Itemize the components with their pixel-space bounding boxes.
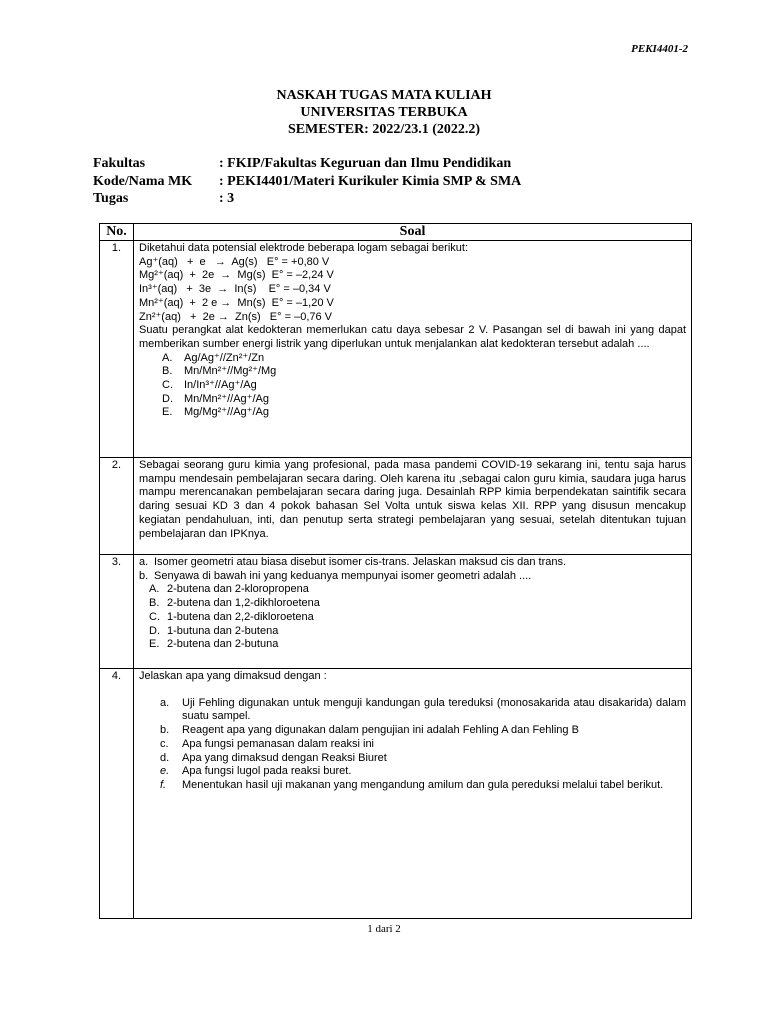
item-text: Reagent apa yang digunakan dalam pengujian ini adalah Fehling A dan Fehling B <box>182 724 579 737</box>
item-letter: e. <box>160 765 170 778</box>
option-letter: B. <box>149 597 160 610</box>
option-letter: C. <box>162 379 173 392</box>
q1-options <box>139 352 686 421</box>
list-item <box>162 393 686 407</box>
q1-reaction: Zn²⁺(aq) + 2e → Zn(s) E° = –0,76 V <box>139 310 332 323</box>
part-letter: b. <box>139 569 149 582</box>
meta-row-kode <box>93 173 521 191</box>
meta-value: : FKIP/Fakultas Keguruan dan Ilmu Pendidikan <box>219 156 512 171</box>
table-row <box>100 555 692 669</box>
list-item <box>149 597 686 611</box>
course-meta <box>93 155 521 208</box>
document-title <box>0 87 768 138</box>
option-text: Mn/Mn²⁺//Mg²⁺/Mg <box>184 365 277 378</box>
item-letter: f. <box>160 778 167 791</box>
q3-options <box>139 583 686 652</box>
option-text: 2-butena dan 2-butuna <box>167 638 279 651</box>
option-text: 1-butuna dan 2-butena <box>167 624 279 637</box>
item-letter: c. <box>160 737 169 750</box>
option-text: Ag/Ag⁺//Zn²⁺/Zn <box>184 351 265 364</box>
option-letter: C. <box>149 610 160 623</box>
part-text: Senyawa di bawah ini yang keduanya mempunyai isomer geometri adalah .... <box>154 569 532 582</box>
header-no: No. <box>100 224 134 241</box>
option-letter: A. <box>162 351 173 364</box>
option-letter: A. <box>149 583 160 596</box>
question-number: 2. <box>100 458 134 555</box>
list-item <box>160 697 686 724</box>
option-text: 2-butena dan 2-kloropropena <box>167 583 309 596</box>
table-row <box>100 669 692 919</box>
question-3-body <box>134 555 692 669</box>
list-item <box>149 583 686 597</box>
list-item <box>162 406 686 420</box>
item-letter: b. <box>160 724 170 737</box>
meta-row-fakultas <box>93 155 521 173</box>
question-number: 4. <box>100 669 134 919</box>
option-letter: D. <box>162 392 173 405</box>
list-item <box>162 379 686 393</box>
q1-question: Suatu perangkat alat kedokteran memerlukan catu daya sebesar 2 V. Pasangan sel di bawah ini yang dapat memberikan sumber energi listrik yang diperlukan untuk menjalankan alat kedokteran tersebut adalah .... <box>139 324 686 350</box>
q4-items <box>139 697 686 793</box>
question-4-body <box>134 669 692 919</box>
q4-intro: Jelaskan apa yang dimaksud dengan : <box>139 670 327 682</box>
table-row <box>100 241 692 458</box>
list-item <box>149 625 686 639</box>
document-code: PEKI4401-2 <box>631 43 688 55</box>
question-2-body: Sebagai seorang guru kimia yang profesional, pada masa pandemi COVID-19 sekarang ini, tentu saja harus mampu mendesain pembelajaran secara daring. Oleh karena itu ,sebagai calon guru kimia, saudara juga harus mampu merencanakan pembelajaran secara daring juga. Desainlah RPP kimia berpendekatan saintifik secara daring sesuai KD 3 dan 4 pokok bahasan Sel Volta untuk siswa kelas XII. RPP yang disusun mencakup kegiatan pendahuluan, inti, dan penutup serta strategi pembelajaran yang sesuai, setelah ditentukan tujuan pembelajaran dan IPKnya. <box>134 458 692 555</box>
option-letter: E. <box>162 406 173 419</box>
item-letter: a. <box>160 696 170 709</box>
list-item <box>149 638 686 652</box>
part-text: Isomer geometri atau biasa disebut isomer cis-trans. Jelaskan maksud cis dan trans. <box>154 556 567 568</box>
list-item <box>162 352 686 366</box>
option-text: Mg/Mg²⁺//Ag⁺/Ag <box>184 406 269 419</box>
question-number: 1. <box>100 241 134 458</box>
part-letter: a. <box>139 556 149 568</box>
list-item <box>160 752 686 766</box>
title-line-3: SEMESTER: 2022/23.1 (2022.2) <box>287 122 481 137</box>
option-letter: B. <box>162 365 173 378</box>
item-text: Menentukan hasil uji makanan yang mengandung amilum dan gula pereduksi melalui tabel berikut. <box>182 778 664 791</box>
questions-table <box>99 223 692 919</box>
header-soal: Soal <box>134 224 692 241</box>
meta-label: Tugas <box>93 191 129 206</box>
item-letter: d. <box>160 751 170 764</box>
meta-value: : PEKI4401/Materi Kurikuler Kimia SMP & SMA <box>219 173 522 189</box>
item-text: Apa yang dimaksud dengan Reaksi Biuret <box>182 751 387 764</box>
title-line-2: UNIVERSITAS TERBUKA <box>300 105 468 120</box>
option-text: 2-butena dan 1,2-dikhloroetena <box>167 597 320 610</box>
list-item <box>160 738 686 752</box>
q1-reaction: Mn²⁺(aq) + 2 e → Mn(s) E° = –1,20 V <box>139 296 334 309</box>
list-item <box>160 779 686 793</box>
list-item <box>160 724 686 738</box>
q1-intro: Diketahui data potensial elektrode beberapa logam sebagai berikut: <box>139 242 468 254</box>
page-footer: 1 dari 2 <box>367 923 401 935</box>
option-letter: E. <box>149 638 160 651</box>
title-line-1: NASKAH TUGAS MATA KULIAH <box>276 88 492 103</box>
item-text: Apa fungsi lugol pada reaksi buret. <box>182 765 352 778</box>
table-header-row <box>100 224 692 241</box>
question-number: 3. <box>100 555 134 669</box>
list-item <box>162 365 686 379</box>
q1-reaction: In³⁺(aq) + 3e → In(s) E° = –0,34 V <box>139 283 331 296</box>
list-item <box>149 611 686 625</box>
option-text: Mn/Mn²⁺//Ag⁺/Ag <box>184 392 269 405</box>
list-item <box>139 570 686 584</box>
item-text: Uji Fehling digunakan untuk menguji kandungan gula tereduksi (monosakarida atau disakarida) dalam suatu sampel. <box>182 696 686 723</box>
q1-reaction: Ag⁺(aq) + e → Ag(s) E° = +0,80 V <box>139 255 330 268</box>
item-text: Apa fungsi pemanasan dalam reaksi ini <box>182 737 375 750</box>
list-item <box>139 556 686 570</box>
meta-row-tugas <box>93 190 521 208</box>
list-item <box>160 765 686 779</box>
meta-label: Kode/Nama MK <box>93 173 193 189</box>
meta-value: : 3 <box>219 191 235 206</box>
option-text: 1-butena dan 2,2-dikloroetena <box>167 610 314 623</box>
option-text: In/In³⁺//Ag⁺/Ag <box>184 379 257 392</box>
question-1-body <box>134 241 692 458</box>
q1-reaction: Mg²⁺(aq) + 2e → Mg(s) E° = –2,24 V <box>139 269 334 282</box>
meta-label: Fakultas <box>93 156 146 171</box>
option-letter: D. <box>149 624 160 637</box>
table-row <box>100 458 692 555</box>
